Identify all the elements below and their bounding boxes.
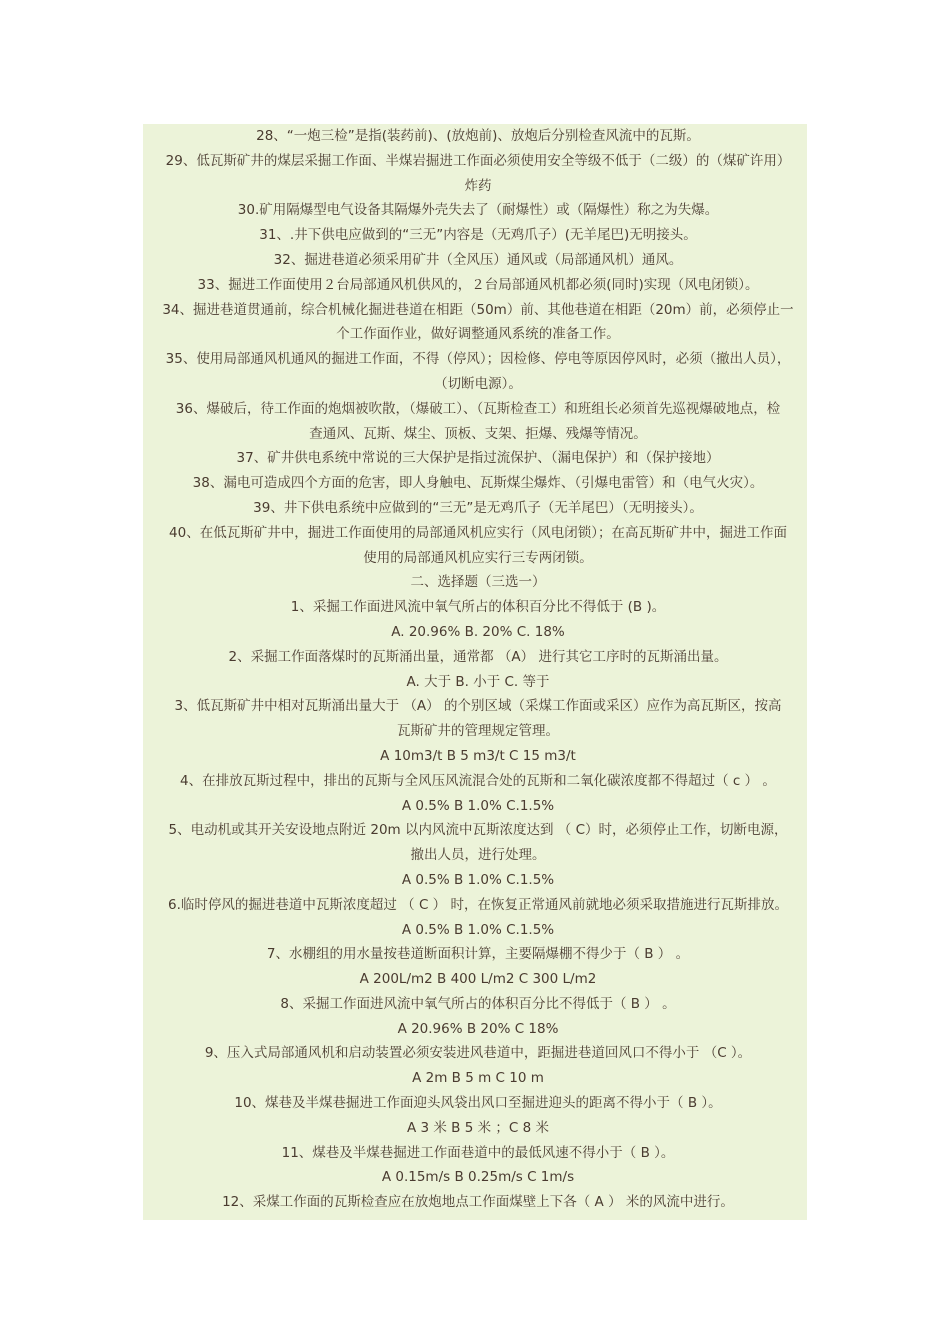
text-line: 个工作面作业，做好调整通风系统的准备工作。 (336, 326, 620, 343)
question-line: 9、压入式局部通风机和启动装置必须安装进风巷道中，距掘进巷道回风口不得小于 （C ）。 (204, 1045, 752, 1062)
answer-options: A 2m B 5 m C 10 m (412, 1070, 544, 1087)
question-line: 撤出人员，进行处理。 (410, 847, 546, 864)
question-line: 4、在排放瓦斯过程中，排出的瓦斯与全风压风流混合处的瓦斯和二氧化碳浓度都不得超过（ c ） 。 (180, 772, 776, 789)
question-line: 6.临时停风的掘进巷道中瓦斯浓度超过 （ C ） 时，在恢复正常通风前就地必须采取措施进行瓦斯排放。 (168, 896, 788, 913)
question-line: 12、采煤工作面的瓦斯检查应在放炮地点工作面煤壁上下各（ A ） 米的风流中进行。 (222, 1194, 734, 1211)
text-line: 37、矿井供电系统中常说的三大保护是指过流保护、（漏电保护）和（保护接地） (236, 450, 720, 467)
text-line: 使用的局部通风机应实行三专两闭锁。 (363, 549, 593, 566)
answer-options: A. 20.96% B. 20% C. 18% (391, 623, 565, 640)
answer-options: A 0.15m/s B 0.25m/s C 1m/s (381, 1169, 575, 1186)
text-line: 34、掘进巷道贯通前，综合机械化掘进巷道在相距（50m）前、其他巷道在相距（20m）前，必须停止一 (162, 301, 794, 318)
document-body (138, 124, 818, 1215)
text-line: 32、掘进巷道必须采用矿井（全风压）通风或（局部通风机）通风。 (273, 251, 683, 268)
question-line: 2、采掘工作面落煤时的瓦斯涌出量，通常都 （A） 进行其它工序时的瓦斯涌出量。 (228, 648, 728, 665)
question-line: 1、采掘工作面进风流中氧气所占的体积百分比不得低于 (B )。 (290, 599, 666, 616)
text-line: 30.矿用隔爆型电气设备其隔爆外壳失去了（耐爆性）或（隔爆性）称之为失爆。 (237, 202, 719, 219)
answer-options: A 3 米 B 5 米 ；C 8 米 (406, 1119, 550, 1136)
answer-options: A 0.5% B 1.0% C.1.5% (401, 921, 555, 938)
text-line: 35、使用局部通风机通风的掘进工作面，不得（停风）；因检修、停电等原因停风时，必须（撤出人员）， (165, 351, 791, 368)
question-line: 7、水棚组的用水量按巷道断面积计算，主要隔爆棚不得少于（ B ） 。 (266, 946, 690, 963)
answer-options: A 0.5% B 1.0% C.1.5% (401, 871, 555, 888)
text-line: 查通风、瓦斯、煤尘、顶板、支架、拒爆、残爆等情况。 (309, 425, 647, 442)
question-line: 瓦斯矿井的管理规定管理。 (397, 723, 559, 740)
question-line: 10、煤巷及半煤巷掘进工作面迎头风袋出风口至掘进迎头的距离不得小于（ B ）。 (234, 1095, 722, 1112)
text-line: 31、.井下供电应做到的“三无”内容是（无鸡爪子）(无羊尾巴)无明接头。 (259, 227, 697, 244)
text-line: 40、在低瓦斯矿井中，掘进工作面使用的局部通风机应实行（风电闭锁）；在高瓦斯矿井中，掘进工作面 (169, 524, 787, 541)
text-line: 29、低瓦斯矿井的煤层采掘工作面、半煤岩掘进工作面必须使用安全等级不低于（二级）的（煤矿许用） (165, 152, 791, 169)
text-line: （切断电源）。 (434, 375, 522, 392)
answer-options: A 200L/m2 B 400 L/m2 C 300 L/m2 (359, 971, 597, 988)
answer-options: A 20.96% B 20% C 18% (397, 1020, 559, 1037)
question-line: 11、煤巷及半煤巷掘进工作面巷道中的最低风速不得小于（ B ）。 (281, 1144, 675, 1161)
text-line: 28、“一炮三检”是指(装药前)、(放炮前)、放炮后分别检查风流中的瓦斯。 (256, 128, 700, 144)
section-heading: 二、选择题（三选一） (410, 574, 546, 591)
text-line: 38、漏电可造成四个方面的危害，即人身触电、瓦斯煤尘爆炸、（引爆电雷管）和（电气火灾）。 (192, 475, 764, 492)
question-line: 5、电动机或其开关安设地点附近 20m 以内风流中瓦斯浓度达到 （ C）时，必须停止工作，切断电源， (168, 822, 788, 839)
answer-options: A. 大于 B. 小于 C. 等于 (406, 673, 550, 690)
question-line: 3、低瓦斯矿井中相对瓦斯涌出量大于 （A） 的个别区域（采煤工作面或采区）应作为高瓦斯区，按高 (174, 698, 782, 715)
question-line: 8、采掘工作面进风流中氧气所占的体积百分比不得低于（ B ） 。 (280, 995, 676, 1012)
text-line: 33、掘进工作面使用２台局部通风机供风的，２台局部通风机都必须(同时)实现（风电闭锁）。 (197, 276, 759, 293)
text-line: 36、爆破后，待工作面的炮烟被吹散，（爆破工）、（瓦斯检查工）和班组长必须首先巡视爆破地点，检 (175, 400, 781, 417)
text-line: 39、井下供电系统中应做到的“三无”是无鸡爪子（无羊尾巴）（无明接头）。 (253, 499, 703, 516)
answer-options: A 10m3/t B 5 m3/t C 15 m3/t (380, 747, 576, 764)
text-line: 炸药 (464, 177, 492, 194)
answer-options: A 0.5% B 1.0% C.1.5% (401, 797, 555, 814)
